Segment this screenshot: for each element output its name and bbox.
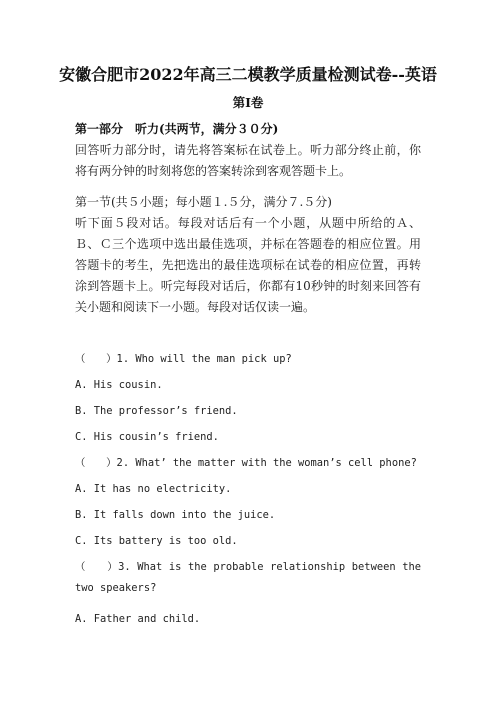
- option-line: B. It falls down into the juice.: [75, 509, 276, 521]
- question-stem: （ ）2. What’ the matter with the woman’s cell phone?: [75, 457, 417, 469]
- option-line: A. It has no electricity.: [75, 483, 232, 495]
- option-line: A. Father and child.: [75, 613, 201, 625]
- option-line: C. Its battery is too old.: [75, 535, 238, 547]
- option-line: A. His cousin.: [75, 379, 163, 391]
- option-line: B. The professor’s friend.: [75, 405, 238, 417]
- question-stem: （ ）3. What is the probable relationship between the two speakers?: [75, 561, 421, 594]
- section-instructions: 听下面５段对话。每段对话后有一个小题，从题中所给的Ａ、Ｂ、Ｃ三个选项中选出最佳选项，并标在答题卷的相应位置。用答题卡的考生，先把选出的最佳选项标在试卷的相应位置，再转涂到答题卡上。听完每段对话后，你都有10秒钟的时刻来回答有关小题和阅读下一小题。每段对话仅读一遍。: [75, 216, 421, 314]
- intro-paragraph: 回答听力部分时，请先将答案标在试卷上。听力部分终止前，你将有两分钟的时刻将您的答案转涂到客观答题卡上。: [75, 143, 421, 178]
- section-volume-label: 第Ⅰ卷: [232, 95, 264, 110]
- document-title: 安徽合肥市2022年高三二模教学质量检测试卷--英语: [59, 65, 437, 84]
- question-stem: （ ）1. Who will the man pick up?: [75, 353, 292, 365]
- option-line: C. His cousin’s friend.: [75, 431, 219, 443]
- part-heading: 第一部分 听力(共两节，满分３０分): [75, 122, 279, 136]
- section-heading: 第一节(共５小题；每小题１.５分，满分７.５分): [75, 195, 332, 209]
